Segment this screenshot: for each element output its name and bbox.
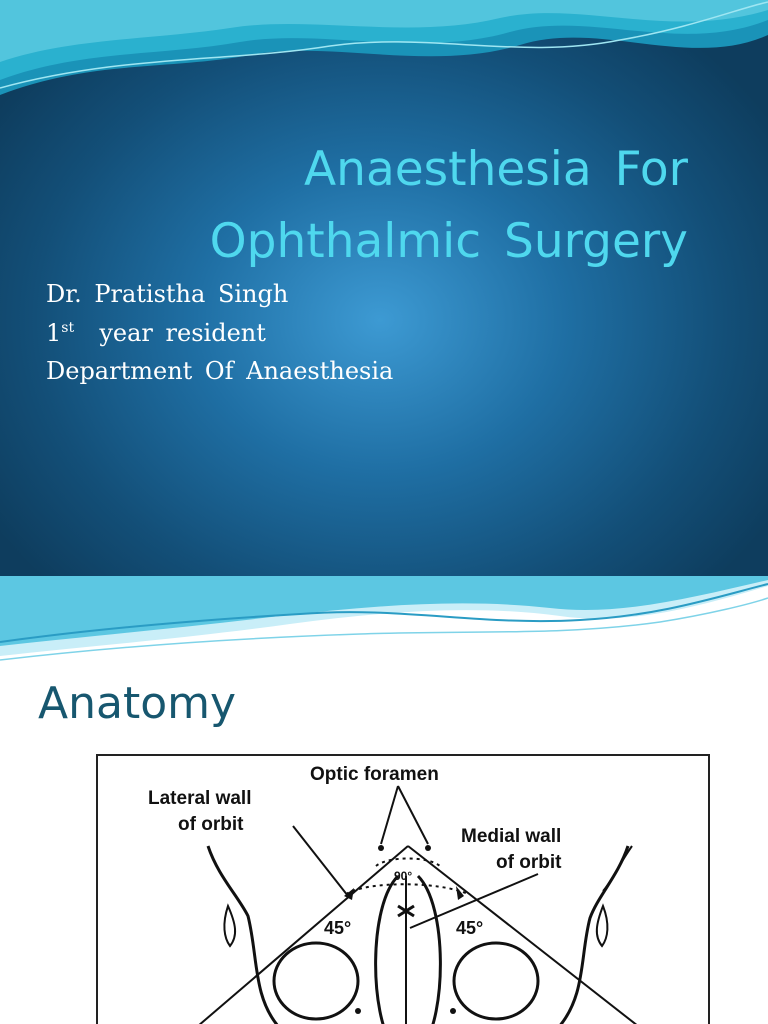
angle-label-top: 90° bbox=[394, 869, 413, 883]
title-line-1: Anaesthesia For bbox=[304, 142, 688, 197]
orbit-diagram-svg bbox=[98, 756, 712, 1024]
label-medial-wall-line2: of orbit bbox=[496, 852, 562, 873]
year-text: year resident bbox=[99, 318, 266, 347]
orbit-anatomy-diagram bbox=[96, 754, 710, 1024]
author-name: Dr. Pratistha Singh bbox=[46, 280, 289, 308]
wave-decoration bbox=[0, 576, 768, 676]
year-suffix: st bbox=[61, 319, 75, 336]
department: Department Of Anaesthesia bbox=[46, 357, 394, 385]
slide-title bbox=[48, 134, 688, 278]
label-medial-wall-line1: Medial wall bbox=[461, 826, 562, 847]
label-lateral-wall-line1: Lateral wall bbox=[148, 788, 252, 809]
title-line-2: Ophthalmic Surgery bbox=[209, 214, 688, 269]
top-wave-decoration bbox=[0, 0, 768, 110]
slide-subtitle bbox=[46, 275, 393, 391]
label-lateral-wall-line2: of orbit bbox=[178, 814, 244, 835]
label-optic-foramen: Optic foramen bbox=[310, 764, 439, 785]
year-number: 1 bbox=[46, 318, 62, 347]
slide-heading: Anatomy bbox=[38, 678, 237, 729]
resident-year bbox=[46, 314, 393, 353]
angle-label-left: 45° bbox=[324, 918, 352, 938]
angle-label-right: 45° bbox=[456, 918, 484, 938]
anatomy-slide bbox=[0, 576, 768, 1024]
